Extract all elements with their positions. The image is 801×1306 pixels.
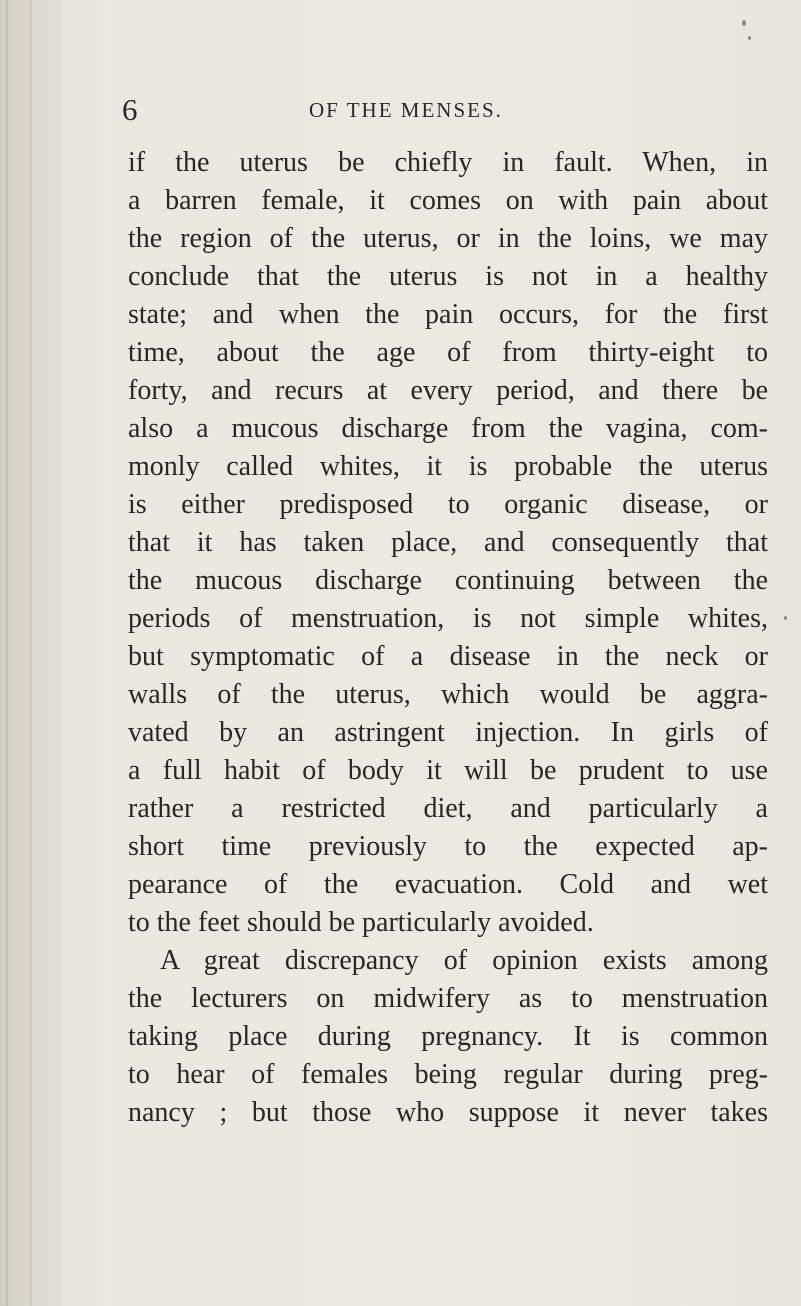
text-line: pearance of the evacuation. Cold and wet bbox=[128, 869, 768, 900]
page-binding-edge bbox=[0, 0, 62, 1306]
text-line: to hear of females being regular during preg- bbox=[128, 1059, 768, 1090]
text-line: conclude that the uterus is not in a healthy bbox=[128, 261, 768, 292]
text-line: the mucous discharge continuing between the bbox=[128, 565, 768, 596]
text-line: the region of the uterus, or in the loins, we may bbox=[128, 223, 768, 254]
text-line: if the uterus be chiefly in fault. When, in bbox=[128, 147, 768, 178]
text-line: rather a restricted diet, and particularly a bbox=[128, 793, 768, 824]
text-line: taking place during pregnancy. It is common bbox=[128, 1021, 768, 1052]
text-line: vated by an astringent injection. In girls of bbox=[128, 717, 768, 748]
print-speck bbox=[742, 20, 746, 26]
text-line: forty, and recurs at every period, and there be bbox=[128, 375, 768, 406]
text-line: nancy ; but those who suppose it never takes bbox=[128, 1097, 768, 1128]
text-line: short time previously to the expected ap- bbox=[128, 831, 768, 862]
text-line: is either predisposed to organic disease, or bbox=[128, 489, 768, 520]
text-line-paragraph-start: A great discrepancy of opinion exists among bbox=[160, 945, 768, 976]
page-number: 6 bbox=[122, 92, 138, 127]
text-line: state; and when the pain occurs, for the first bbox=[128, 299, 768, 330]
running-head: OF THE MENSES. bbox=[309, 98, 503, 122]
text-line: monly called whites, it is probable the uterus bbox=[128, 451, 768, 482]
text-line: to the feet should be particularly avoided. bbox=[128, 907, 594, 938]
page-header bbox=[122, 92, 742, 132]
text-line: a barren female, it comes on with pain about bbox=[128, 185, 768, 216]
text-line: a full habit of body it will be prudent to use bbox=[128, 755, 768, 786]
text-line: that it has taken place, and consequently that bbox=[128, 527, 768, 558]
text-line: walls of the uterus, which would be aggra- bbox=[128, 679, 768, 710]
print-speck bbox=[784, 616, 787, 620]
body-text bbox=[128, 144, 768, 1132]
text-line: also a mucous discharge from the vagina, com- bbox=[128, 413, 768, 444]
text-line: but symptomatic of a disease in the neck or bbox=[128, 641, 768, 672]
text-line: periods of menstruation, is not simple whites, bbox=[128, 603, 768, 634]
text-line: time, about the age of from thirty-eight to bbox=[128, 337, 768, 368]
text-line: the lecturers on midwifery as to menstruation bbox=[128, 983, 768, 1014]
print-speck bbox=[748, 36, 751, 40]
